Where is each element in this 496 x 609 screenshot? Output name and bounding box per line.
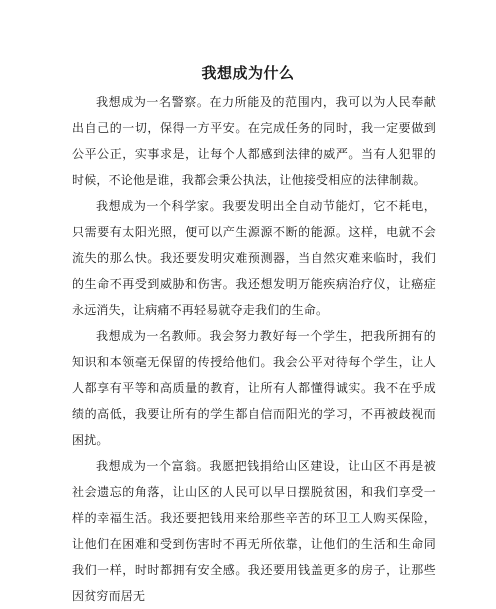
- paragraph-police: 我想成为一名警察。在力所能及的范围内，我可以为人民奉献出自己的一切，保得一方平安。在完成任务的同时，我一定要做到公平公正，实事求是，让每个人都感到法律的威严。当有人犯罪的时候，不论他是谁，我都会秉公执法，让他接受相应的法律制裁。: [72, 95, 436, 187]
- document-title: 我想成为什么: [201, 64, 295, 82]
- paragraph-rich-person: 我想成为一个富翁。我愿把钱捐给山区建设，让山区不再是被社会遗忘的角落，让山区的人民可以早日摆脱贫困，和我们享受一样的幸福生活。我还要把钱用来给那些辛苦的环卫工人购买保险，让他们在困难和受到伤害时不再无所依靠，让他们的生活和生命同我们一样，时时都拥有安全感。我还要用钱盖更多的房子，让那些因贫穷而居无: [72, 459, 436, 603]
- paragraph-scientist: 我想成为一个科学家。我要发明出全自动节能灯，它不耗电，只需要有太阳光照，便可以产生源源不断的能源。这样，电就不会流失的那么快。我还要发明灾难预测器，当自然灾难来临时，我们的生命不再受到威胁和伤害。我还想发明万能疾病治疗仪，让癌症永远消失，让病痛不再轻易就夺走我们的生命。: [72, 199, 436, 317]
- paragraph-teacher: 我想成为一名教师。我会努力教好每一个学生，把我所拥有的知识和本领毫无保留的传授给他们。我会公平对待每个学生，让人人都享有平等和高质量的教育，让所有人都懂得诚实。我不在乎成绩的高低，我要让所有的学生都自信而阳光的学习，不再被歧视而困扰。: [72, 329, 436, 447]
- document-body: [72, 89, 436, 609]
